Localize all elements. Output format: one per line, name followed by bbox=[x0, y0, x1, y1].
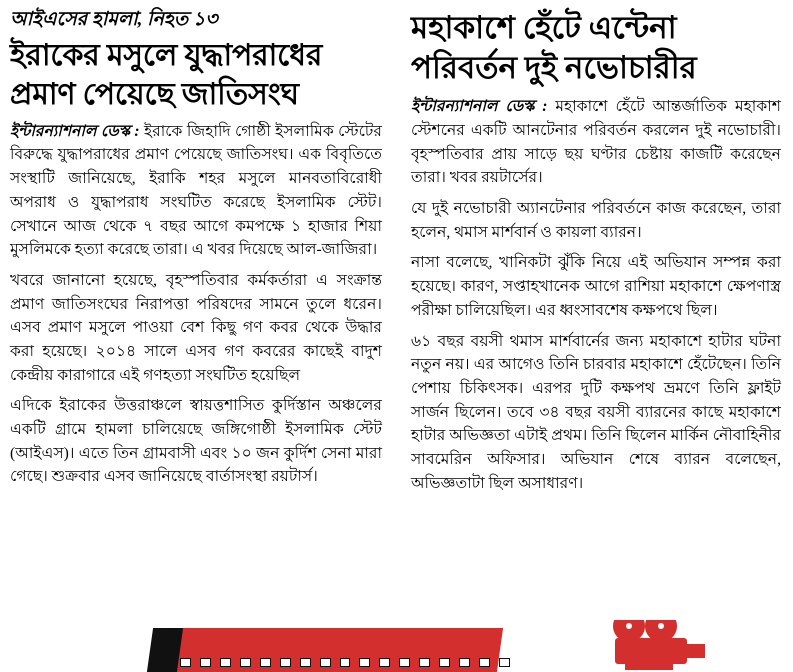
film-strip-perforations bbox=[180, 658, 510, 666]
right-article-paragraph-3: নাসা বলেছে, খানিকটা ঝুঁকি নিয়ে এই অভিযান সম্পন্ন করা হয়েছে। কারণ, সপ্তাহখানেক আগে রাশিয়া মহাকাশে ক্ষেপণাস্ত্র পরীক্ষা চালিয়েছিল। এর ধ্বংসাবশেষ কক্ষপথে ছিল। bbox=[411, 254, 781, 319]
projector-body bbox=[615, 638, 687, 664]
left-article-paragraph-1 bbox=[10, 120, 382, 262]
left-article-paragraph-2: খবরে জানানো হয়েছে, বৃহস্পতিবার কর্মকর্তারা এ সংক্রান্ত প্রমাণ জাতিসংঘের নিরাপত্তা পরিষদের সামনে তুলে ধরেন। এসব প্রমাণ মসুলে পাওয়া বেশ কিছু গণ কবর থেকে উদ্ধার করা হয়েছে। ২০১৪ সালে এসব গণ কবরের কাছেই বাদুশ কেন্দ্রীয় কারাগারে এই গণহত্যা সংঘটিত হয়েছিল bbox=[10, 271, 382, 384]
left-article-paragraph-3: এদিকে ইরাকের উত্তরাঞ্চলে স্বায়ত্তশাসিত কুর্দিস্তান অঞ্চলের একটি গ্রামে হামলা চালিয়েছে জঙ্গিগোষ্ঠী ইসলামিক স্টেট (আইএস)। এতে তিন গ্রামবাসী এবং ১০ জন কুর্দিশ সেনা মারা গেছে। শুক্রবার এসব জানিয়েছে বার্তাসংস্থা রয়টার্স। bbox=[10, 397, 382, 486]
right-article-paragraph-1-text: মহাকাশে হেঁটে আন্তর্জাতিক মহাকাশ স্টেশনের একটি আনটেনার পরিবর্তন করলেন দুই নভোচারী। বৃহস্পতিবার প্রায় সাড়ে ছয় ঘণ্টার চেষ্টায় কাজটি করেছেন তারা। খবর রয়টার্সের। bbox=[411, 98, 781, 187]
right-article-headline: মহাকাশে হেঁটে এন্টেনা পরিবর্তন দুই নভোচারীর bbox=[411, 10, 697, 85]
right-article-paragraph-1 bbox=[411, 95, 781, 190]
left-article-kicker: আইএসের হামলা, নিহত ১৩ bbox=[10, 9, 218, 30]
right-article-paragraph-4: ৬১ বছর বয়সী থমাস মার্শবার্নের জন্য মহাকাশে হাটার ঘটনা নতুন নয়। এর আগেও তিনি চারবার মহাকাশে হেঁটেছেন। তিনি পেশায় চিকিৎসক। এরপর দুটি কক্ষপথ ভ্রমণে তিনি ফ্লাইট সার্জন ছিলেন। তবে ৩৪ বছর বয়সী ব্যারনের কাছে মহাকাশে হাটার অভিজ্ঞতা এটাই প্রথম। তিনি ছিলেন মার্কিন নৌবাহিনীর সাবমেরিন অফিসার। অভিযান শেষে ব্যারন বলেছেন, অভিজ্ঞতাটা ছিল অসাধারণ। bbox=[411, 332, 781, 492]
left-article-headline: ইরাকের মসুলে যুদ্ধাপরাধের প্রমাণ পেয়েছে জাতিসংঘ bbox=[10, 38, 323, 111]
bottom-graphic-band bbox=[0, 620, 793, 672]
right-article-paragraph-2: যে দুই নভোচারী অ্যানটেনার পরিবর্তনে কাজ করেছেন, তারা হলেন, থমাস মার্শবার্ন ও কায়লা ব্যারন। bbox=[411, 200, 781, 241]
film-projector-graphic bbox=[605, 622, 715, 670]
article-left bbox=[0, 0, 396, 502]
projector-stand bbox=[625, 663, 673, 670]
right-article-dateline: ইন্টারন্যাশনাল ডেস্ক : bbox=[411, 98, 548, 116]
projector-lens bbox=[679, 644, 705, 658]
left-article-dateline: ইন্টারন্যাশনাল ডেস্ক : bbox=[10, 122, 140, 140]
article-right bbox=[396, 0, 793, 502]
left-article-paragraph-1-text: ইরাকে জিহাদি গোষ্ঠী ইসলামিক স্টেটের বিরুদ্ধে যুদ্ধাপরাধের প্রমাণ পেয়েছে জাতিসংঘ। এক বিবৃতিতে সংস্থাটি জানিয়েছে, ইরাকি শহর মসুলে মানবতাবিরোধী অপরাধ ও যুদ্ধাপরাধ সংঘটিত করেছে ইসলামিক স্টেট। সেখানে আজ থেকে ৭ বছর আগে কমপক্ষে ১ হাজার শিয়া মুসলিমকে হত্যা করেছে তারা। এ খবর দিয়েছে আল-জাজিরা। bbox=[10, 122, 382, 259]
